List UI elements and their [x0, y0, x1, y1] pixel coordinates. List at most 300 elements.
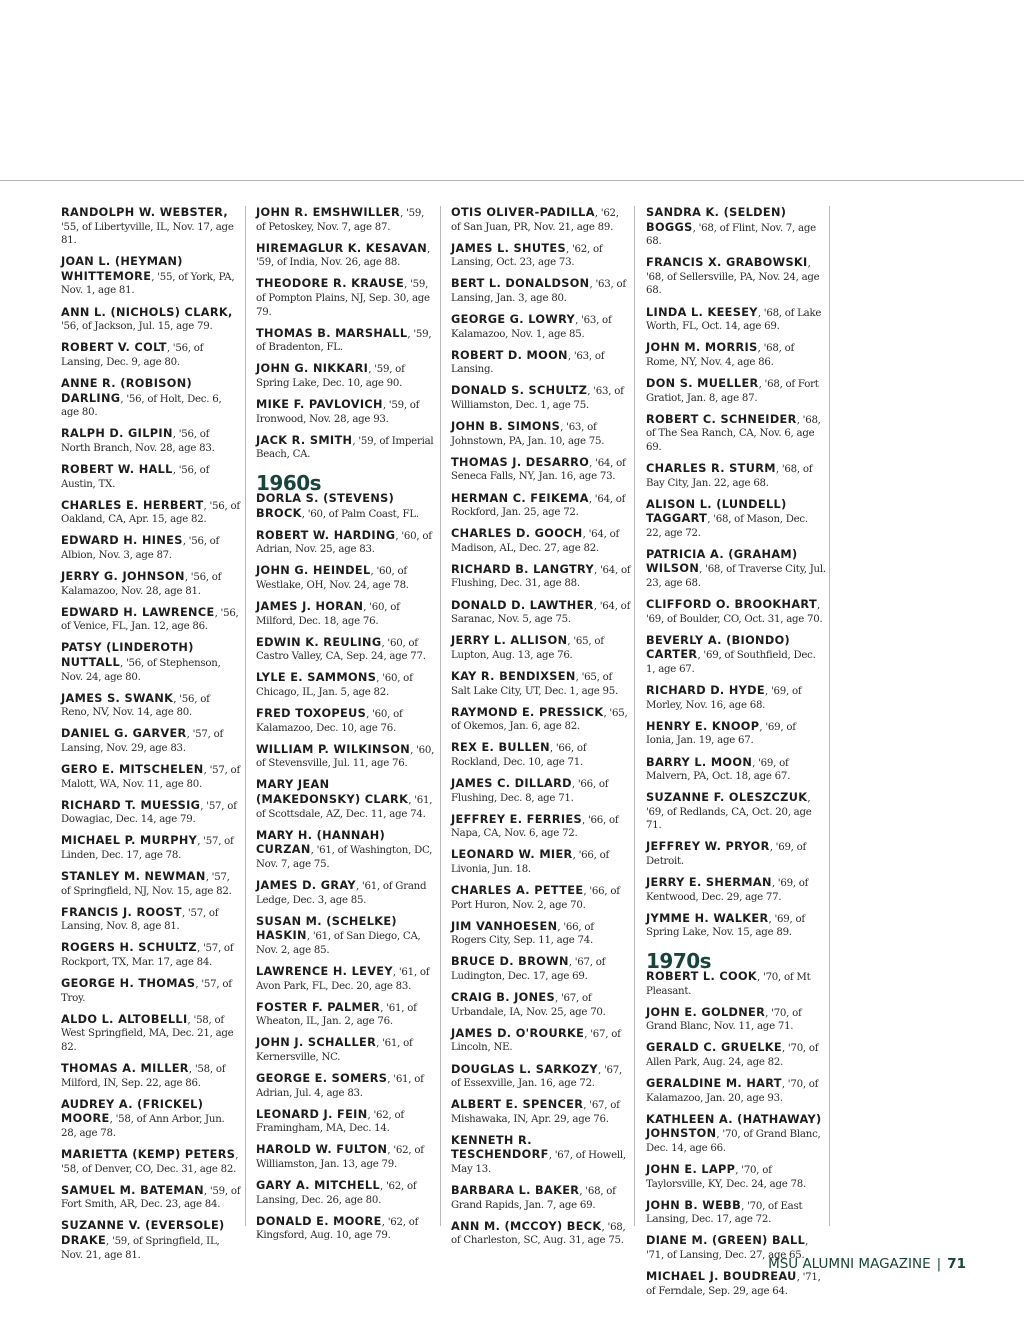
obituary-details: , '62, of Lansing, Dec. 26, age 80.: [256, 1181, 417, 1206]
column-divider: [634, 206, 635, 1226]
obituary-entry: [646, 548, 826, 591]
obituary-details: , '57, of Rockport, TX, Mar. 17, age 84.: [61, 943, 234, 969]
obituary-entry: [451, 563, 631, 591]
obituary-name: ALBERT E. SPENCER: [451, 1098, 584, 1112]
obituary-details: , '57, of Lansing, Nov. 29, age 83.: [61, 729, 223, 754]
obituary-entry: [451, 456, 631, 484]
obituary-entry: [646, 1270, 826, 1298]
obituary-details: , '68, of The Sea Ranch, CA, Nov. 6, age 69.: [646, 414, 821, 453]
obituary-name: GEORGE G. LOWRY: [451, 313, 576, 327]
obituary-name: SAMUEL M. BATEMAN: [61, 1183, 204, 1197]
obituary-name: THEODORE R. KRAUSE: [256, 277, 405, 291]
obituary-entry: [451, 1098, 631, 1126]
obituary-entry: [451, 420, 631, 448]
obituary-name: FRANCIS X. GRABOWSKI: [646, 256, 808, 270]
obituary-details: , '66, of Rogers City, Sep. 11, age 74.: [451, 921, 594, 947]
obituary-entry: [256, 600, 436, 628]
obituary-entry: [61, 606, 241, 634]
obituary-details: , '59, of Ironwood, Nov. 28, age 93.: [256, 400, 420, 425]
obituary-details: , '68, of Traverse City, Jul. 23, age 68.: [646, 564, 826, 590]
obituary-name: DONALD S. SCHULTZ: [451, 384, 588, 398]
obituary-details: '55, of Libertyville, IL, Nov. 17, age 81.: [61, 221, 234, 247]
top-divider: [0, 180, 1024, 181]
obituary-entry: [256, 206, 436, 234]
obituary-entry: [451, 349, 631, 377]
obituary-name: JAMES L. SHUTES: [451, 241, 566, 255]
page-number: 71: [947, 1256, 966, 1272]
obituary-name: FRED TOXOPEUS: [256, 707, 367, 721]
obituary-entry: [451, 1063, 631, 1091]
obituary-entry: [646, 462, 826, 490]
obituary-name: LYLE E. SAMMONS: [256, 671, 377, 685]
obituary-entry: [646, 341, 826, 369]
obituary-details: , '56, of Holt, Dec. 6, age 80.: [61, 393, 222, 419]
obituary-entry: [451, 706, 631, 734]
column-divider: [440, 206, 441, 1226]
obituary-details: , '64, of Madison, AL, Dec. 27, age 82.: [451, 529, 619, 554]
obituary-entry: [61, 377, 241, 420]
obituary-entry: [61, 641, 241, 684]
obituary-details: , '62, of San Juan, PR, Nov. 21, age 89.: [451, 208, 619, 233]
obituary-details: , '59, of Spring Lake, Dec. 10, age 90.: [256, 364, 405, 389]
obituary-entry: [256, 879, 436, 907]
obituary-entry: [451, 884, 631, 912]
obituary-entry: [256, 636, 436, 664]
obituary-name: FOSTER F. PALMER: [256, 1000, 381, 1014]
obituary-entry: [256, 707, 436, 735]
obituary-entry: [256, 778, 436, 821]
obituary-entry: [451, 1184, 631, 1212]
obituary-name: DOUGLAS L. SARKOZY: [451, 1062, 598, 1076]
obituary-entry: [256, 492, 436, 521]
obituary-details: , '68, of Rome, NY, Nov. 4, age 86.: [646, 343, 794, 368]
obituary-details: , '67, of Essexville, Jan. 16, age 72.: [451, 1064, 622, 1090]
obituary-details: , '70, of Grand Blanc, Nov. 11, age 71.: [646, 1007, 802, 1033]
obituary-entry: [451, 955, 631, 983]
obituary-entry: [646, 1077, 826, 1105]
obituary-entry: [646, 1113, 826, 1156]
obituary-details: , '67, of Urbandale, IA, Nov. 25, age 70.: [451, 993, 606, 1018]
obituary-details: , '67, of Lincoln, NE.: [451, 1028, 621, 1054]
obituary-name: ANN L. (NICHOLS) CLARK,: [61, 305, 233, 319]
obituary-entry: [61, 870, 241, 898]
obituary-entry: [256, 564, 436, 592]
obituary-name: EDWARD H. HINES: [61, 534, 183, 548]
obituary-name: RICHARD T. MUESSIG: [61, 798, 201, 812]
obituary-entry: [61, 1098, 241, 1141]
obituary-details: , '70, of Mt Pleasant.: [646, 972, 811, 997]
obituary-entry: [646, 1163, 826, 1191]
decade-heading: 1960s: [256, 470, 322, 495]
obituary-name: JAMES J. HORAN: [256, 599, 364, 613]
obituary-name: EDWARD H. LAWRENCE: [61, 605, 215, 619]
obituary-entry: [646, 756, 826, 784]
obituary-column-2: [256, 206, 436, 1250]
obituary-entry: [646, 634, 826, 677]
obituary-entry: [256, 1143, 436, 1171]
obituary-name: RICHARD D. HYDE: [646, 684, 765, 698]
obituary-details: , '57, of Troy.: [61, 979, 232, 1004]
obituary-name: LEONARD W. MIER: [451, 848, 573, 862]
obituary-details: , '56, of Austin, TX.: [61, 464, 210, 490]
obituary-name: JACK R. SMITH: [256, 433, 353, 447]
obituary-details: , '68, of Grand Rapids, Jan. 7, age 69.: [451, 1186, 616, 1211]
obituary-details: , '61, of San Diego, CA, Nov. 2, age 85.: [256, 931, 421, 956]
obituary-details: , '57, of Dowagiac, Dec. 14, age 79.: [61, 800, 237, 826]
obituary-name: ROBERT D. MOON: [451, 348, 568, 362]
obituary-name: THOMAS B. MARSHALL: [256, 326, 408, 340]
obituary-details: , '63, of Williamston, Dec. 1, age 75.: [451, 386, 624, 412]
obituary-name: ALDO L. ALTOBELLI: [61, 1012, 188, 1026]
obituary-entry: [646, 1006, 826, 1034]
obituary-name: ALISON L. (LUNDELL) TAGGART: [646, 497, 787, 526]
obituary-name: MARY H. (HANNAH) CURZAN: [256, 828, 386, 857]
obituary-details: , '59, of Pompton Plains, NJ, Sep. 30, age 79.: [256, 279, 430, 318]
obituary-entry: [451, 634, 631, 662]
obituary-details: , '59, of Petoskey, Nov. 7, age 87.: [256, 208, 425, 233]
obituary-details: , '59, of Bradenton, FL.: [256, 328, 432, 354]
obituary-details: , '63, of Kalamazoo, Nov. 1, age 85.: [451, 315, 612, 340]
obituary-details: , '58, of Milford, IN, Sep. 22, age 86.: [61, 1064, 226, 1089]
obituary-details: , '71, of Ferndale, Sep. 29, age 64.: [646, 1272, 821, 1297]
obituary-details: , '59, of Fort Smith, AR, Dec. 23, age 84.: [61, 1185, 241, 1211]
obituary-details: , '59, of Springfield, IL, Nov. 21, age 81.: [61, 1236, 220, 1261]
obituary-details: , '69, of Ionia, Jan. 19, age 67.: [646, 721, 796, 747]
obituary-entry: [256, 829, 436, 872]
obituary-entry: [646, 598, 826, 626]
obituary-entry: [451, 920, 631, 948]
obituary-name: JOAN L. (HEYMAN) WHITTEMORE: [61, 255, 183, 283]
obituary-name: GARY A. MITCHELL: [256, 1179, 380, 1193]
obituary-details: , '56, of Stephenson, Nov. 24, age 80.: [61, 657, 221, 683]
obituary-entry: [61, 834, 241, 862]
obituary-details: , '70, of Taylorsville, KY, Dec. 24, age 78.: [646, 1165, 806, 1190]
obituary-details: , '59, of India, Nov. 26, age 88.: [256, 243, 431, 269]
obituary-details: , '58, of Ann Arbor, Jun. 28, age 78.: [61, 1114, 225, 1139]
obituary-name: EDWIN K. REULING: [256, 635, 382, 649]
obituary-entry: [646, 912, 826, 940]
obituary-entry: [451, 1220, 631, 1248]
obituary-details: , '55, of York, PA, Nov. 1, age 81.: [61, 271, 235, 297]
obituary-entry: [451, 384, 631, 412]
obituary-entry: [256, 1036, 436, 1064]
obituary-name: KATHLEEN A. (HATHAWAY) JOHNSTON: [646, 1112, 822, 1141]
obituary-entry: [646, 306, 826, 334]
obituary-details: , '63, of Lansing.: [451, 350, 605, 376]
obituary-details: , '59, of Imperial Beach, CA.: [256, 435, 434, 461]
obituary-name: JAMES D. O'ROURKE: [451, 1026, 585, 1040]
obituary-entry: [646, 413, 826, 455]
obituary-entry: [256, 277, 436, 319]
obituary-name: DANIEL G. GARVER: [61, 727, 187, 741]
obituary-entry: [61, 941, 241, 969]
obituary-name: CHARLES R. STURM: [646, 461, 776, 475]
obituary-name: ANN M. (MCCOY) BECK: [451, 1219, 602, 1233]
obituary-entry: [61, 570, 241, 598]
obituary-details: , '68, of Bay City, Jan. 22, age 68.: [646, 463, 813, 489]
obituary-details: , '66, of Livonia, Jun. 18.: [451, 850, 609, 875]
obituary-name: KAY R. BENDIXSEN: [451, 669, 576, 683]
obituary-details: , '60, of Kalamazoo, Dec. 10, age 76.: [256, 709, 403, 734]
obituary-entry: [61, 799, 241, 827]
obituary-details: , '68, of Charleston, SC, Aug. 31, age 75.: [451, 1221, 626, 1247]
obituary-details: , '67, of Ludington, Dec. 17, age 69.: [451, 957, 606, 983]
obituary-name: OTIS OLIVER-PADILLA: [451, 206, 595, 219]
obituary-entry: [646, 720, 826, 748]
obituary-name: HIREMAGLUR K. KESAVAN: [256, 241, 428, 255]
obituary-entry: [646, 498, 826, 541]
obituary-name: THOMAS A. MILLER: [61, 1062, 189, 1076]
obituary-name: JAMES D. GRAY: [256, 878, 356, 892]
obituary-details: , '66, of Port Huron, Nov. 2, age 70.: [451, 886, 620, 911]
obituary-entry: [61, 341, 241, 369]
obituary-name: JOHN M. MORRIS: [646, 341, 758, 355]
obituary-entry: [61, 692, 241, 720]
obituary-name: CHARLES A. PETTEE: [451, 884, 584, 898]
obituary-entry: [451, 599, 631, 627]
obituary-entry: [61, 255, 241, 298]
obituary-name: JOHN B. WEBB: [646, 1198, 742, 1212]
obituary-entry: [256, 1072, 436, 1100]
obituary-name: DIANE M. (GREEN) BALL: [646, 1234, 806, 1248]
obituary-name: BEVERLY A. (BIONDO) CARTER: [646, 633, 791, 662]
obituary-name: SUZANNE F. OLESZCZUK: [646, 791, 808, 805]
obituary-name: DONALD E. MOORE: [256, 1214, 382, 1228]
obituary-entry: [451, 1027, 631, 1055]
obituary-details: , '70, of Allen Park, Aug. 24, age 82.: [646, 1043, 819, 1068]
page-footer: [768, 1256, 966, 1272]
obituary-entry: [61, 727, 241, 755]
obituary-details: , '64, of Rockford, Jan. 25, age 72.: [451, 493, 626, 519]
obituary-details: , '56, of Venice, FL, Jan. 12, age 86.: [61, 607, 239, 633]
obituary-details: , '58, of Denver, CO, Dec. 31, age 82.: [61, 1150, 239, 1175]
obituary-details: , '56, of Albion, Nov. 3, age 87.: [61, 536, 220, 561]
obituary-name: JERRY E. SHERMAN: [646, 876, 772, 890]
obituary-entry: [451, 741, 631, 769]
obituary-entry: [451, 1134, 631, 1177]
obituary-details: , '69, of Spring Lake, Nov. 15, age 89.: [646, 913, 805, 939]
obituary-details: , '68, of Sellersville, PA, Nov. 24, age 68.: [646, 258, 820, 297]
obituary-details: , '61, of Scottsdale, AZ, Dec. 11, age 74.: [256, 795, 433, 820]
obituary-name: GERALDINE M. HART: [646, 1077, 782, 1091]
obituary-details: , '57, of Linden, Dec. 17, age 78.: [61, 836, 234, 861]
obituary-name: RALPH D. GILPIN: [61, 427, 173, 441]
obituary-details: , '70, of East Lansing, Dec. 17, age 72.: [646, 1200, 803, 1226]
obituary-details: , '60, of Stevensville, Jul. 11, age 76.: [256, 744, 435, 770]
obituary-name: ROBERT V. COLT: [61, 341, 167, 355]
obituary-entry: [61, 427, 241, 455]
obituary-name: JEFFREY W. PRYOR: [646, 840, 770, 854]
obituary-entry: [256, 434, 436, 462]
obituary-name: JOHN J. SCHALLER: [256, 1036, 377, 1050]
obituary-details: , '69, of Southfield, Dec. 1, age 67.: [646, 650, 816, 676]
obituary-details: , '70, of Grand Blanc, Dec. 14, age 66.: [646, 1129, 821, 1154]
obituary-name: THOMAS J. DESARRO: [451, 455, 590, 469]
obituary-name: JOHN G. NIKKARI: [256, 362, 369, 376]
obituary-name: JOHN R. EMSHWILLER: [256, 206, 401, 219]
obituary-name: JAMES C. DILLARD: [451, 777, 572, 790]
obituary-details: , '63, of Johnstown, PA, Jan. 10, age 75.: [451, 422, 605, 447]
obituary-name: ROBERT L. COOK: [646, 970, 758, 984]
obituary-details: , '64, of Seneca Falls, NY, Jan. 16, age 73.: [451, 457, 626, 483]
obituary-details: , '64, of Flushing, Dec. 31, age 88.: [451, 564, 631, 590]
obituary-name: HAROLD W. FULTON: [256, 1143, 388, 1157]
obituary-name: JIM VANHOESEN: [451, 919, 558, 933]
obituary-name: PATRICIA A. (GRAHAM) WILSON: [646, 547, 798, 576]
obituary-name: WILLIAM P. WILKINSON: [256, 742, 411, 756]
obituary-details: , '60, of Adrian, Nov. 25, age 83.: [256, 530, 432, 556]
obituary-details: '56, of Jackson, Jul. 15, age 79.: [61, 321, 213, 333]
obituary-name: HERMAN C. FEIKEMA: [451, 491, 589, 505]
obituary-details: , '60, of Chicago, IL, Jan. 5, age 82.: [256, 673, 413, 698]
obituary-entry: [451, 242, 631, 270]
obituary-name: GEORGE E. SOMERS: [256, 1072, 388, 1085]
obituary-details: , '62, of Framingham, MA, Dec. 14.: [256, 1109, 404, 1135]
obituary-name: SUZANNE V. (EVERSOLE) DRAKE: [61, 1219, 225, 1248]
obituary-name: BARRY L. MOON: [646, 755, 753, 769]
obituary-entry: [451, 206, 631, 234]
obituary-name: GERALD C. GRUELKE: [646, 1041, 782, 1055]
obituary-entry: [646, 791, 826, 833]
obituary-details: , '68, of Lake Worth, FL, Oct. 14, age 69.: [646, 307, 822, 333]
obituary-name: GEORGE H. THOMAS: [61, 977, 196, 991]
obituary-details: , '61, of Washington, DC, Nov. 7, age 75.: [256, 845, 433, 870]
obituary-name: RAYMOND E. PRESSICK: [451, 705, 604, 719]
obituary-name: MIKE F. PAVLOVICH: [256, 398, 383, 412]
obituary-name: DONALD D. LAWTHER: [451, 598, 594, 612]
obituary-name: HENRY E. KNOOP: [646, 719, 760, 733]
obituary-entry: [256, 1001, 436, 1029]
obituary-entry: [61, 206, 241, 248]
footer-separator: |: [936, 1256, 942, 1272]
obituary-details: , '62, of Kingsford, Aug. 10, age 79.: [256, 1216, 419, 1242]
obituary-entry: [61, 306, 241, 334]
obituary-details: , '69, of Morley, Nov. 16, age 68.: [646, 686, 802, 711]
obituary-name: JOHN B. SIMONS: [451, 420, 561, 434]
decade-heading: 1970s: [646, 949, 712, 974]
obituary-details: , '63, of Lansing, Jan. 3, age 80.: [451, 279, 626, 304]
obituary-details: , '69, of Detroit.: [646, 842, 807, 868]
obituary-name: BERT L. DONALDSON: [451, 277, 590, 291]
obituary-details: , '56, of Kalamazoo, Nov. 28, age 81.: [61, 571, 222, 597]
obituary-entry: [61, 1184, 241, 1212]
obituary-name: PATSY (LINDEROTH) NUTTALL: [61, 641, 194, 669]
obituary-name: JEFFREY E. FERRIES: [451, 812, 583, 826]
obituary-details: , '57, of Springfield, NJ, Nov. 15, age 82.: [61, 872, 232, 897]
obituary-details: , '68, of Flint, Nov. 7, age 68.: [646, 222, 816, 248]
obituary-name: JYMME H. WALKER: [646, 911, 769, 925]
obituary-entry: [256, 1108, 436, 1136]
obituary-name: DORLA S. (STEVENS) BROCK: [256, 491, 395, 520]
obituary-details: , '56, of Oakland, CA, Apr. 15, age 82.: [61, 500, 240, 526]
obituary-name: AUDREY A. (FRICKEL) MOORE: [61, 1097, 204, 1126]
obituary-entry: [61, 1219, 241, 1262]
obituary-name: GERO E. MITSCHELEN: [61, 763, 204, 776]
obituary-entry: [646, 1199, 826, 1227]
obituary-details: , '65, of Okemos, Jan. 6, age 82.: [451, 707, 628, 733]
obituary-details: , '69, of Redlands, CA, Oct. 20, age 71.: [646, 793, 812, 832]
obituary-name: RANDOLPH W. WEBSTER,: [61, 206, 229, 219]
obituary-details: , '69, of Boulder, CO, Oct. 31, age 70.: [646, 600, 823, 625]
obituary-entry: [61, 463, 241, 491]
obituary-name: JERRY L. ALLISON: [451, 634, 568, 648]
obituary-name: JAMES S. SWANK: [61, 691, 174, 705]
obituary-entry: [646, 377, 826, 405]
obituary-name: CHARLES E. HERBERT: [61, 498, 204, 512]
obituary-name: KENNETH R. TESCHENDORF: [451, 1133, 549, 1162]
obituary-details: , '56, of Reno, NV, Nov. 14, age 80.: [61, 693, 210, 719]
obituary-name: LAWRENCE H. LEVEY: [256, 964, 393, 978]
obituary-name: JOHN E. GOLDNER: [646, 1005, 766, 1019]
obituary-details: , '56, of North Branch, Nov. 28, age 83.: [61, 429, 215, 454]
obituary-details: , '61, of Avon Park, FL, Dec. 20, age 83.: [256, 966, 430, 992]
obituary-entry: [61, 906, 241, 934]
obituary-details: , '60, of Milford, Dec. 18, age 76.: [256, 601, 400, 627]
obituary-entry: [451, 492, 631, 520]
obituary-name: SANDRA K. (SELDEN) BOGGS: [646, 206, 787, 234]
obituary-name: SUSAN M. (SCHELKE) HASKIN: [256, 914, 397, 943]
obituary-entry: [256, 671, 436, 699]
obituary-column-1: [61, 206, 241, 1270]
obituary-entry: [451, 313, 631, 341]
obituary-details: , '60, of Palm Coast, FL.: [301, 508, 419, 520]
obituary-name: MICHAEL J. BOUDREAU: [646, 1270, 797, 1284]
column-divider: [245, 206, 246, 1226]
obituary-name: CHARLES D. GOOCH: [451, 527, 583, 541]
obituary-entry: [61, 1013, 241, 1055]
obituary-details: , '66, of Napa, CA, Nov. 6, age 72.: [451, 814, 619, 840]
obituary-details: , '57, of Lansing, Nov. 8, age 81.: [61, 907, 219, 933]
obituary-details: , '66, of Flushing, Dec. 8, age 71.: [451, 779, 609, 804]
obituary-name: MARY JEAN (MAKEDONSKY) CLARK: [256, 778, 409, 806]
obituary-entry: [61, 1148, 241, 1176]
obituary-entry: [256, 743, 436, 771]
obituary-entry: [256, 398, 436, 426]
obituary-name: ROBERT W. HALL: [61, 462, 173, 476]
obituary-entry: [256, 1179, 436, 1207]
obituary-details: , '65, of Salt Lake City, UT, Dec. 1, age 95.: [451, 671, 618, 697]
obituary-entry: [646, 876, 826, 904]
obituary-name: BARBARA L. BAKER: [451, 1184, 580, 1198]
obituary-column-4: [646, 206, 826, 1306]
obituary-details: , '60, of Westlake, OH, Nov. 24, age 78.: [256, 566, 409, 591]
obituary-details: , '71, of Lansing, Dec. 27, age 65.: [646, 1236, 809, 1262]
obituary-entry: [256, 242, 436, 270]
column-divider: [829, 206, 830, 1226]
obituary-entry: [451, 527, 631, 555]
obituary-name: CLIFFORD O. BROOKHART: [646, 598, 818, 612]
obituary-name: RICHARD B. LANGTRY: [451, 562, 594, 576]
obituary-entry: [451, 277, 631, 305]
obituary-entry: [646, 256, 826, 298]
obituary-entry: [646, 1041, 826, 1069]
obituary-details: , '70, of Kalamazoo, Jan. 20, age 93.: [646, 1079, 819, 1104]
obituary-entry: [256, 327, 436, 355]
obituary-details: , '61, of Kernersville, NC.: [256, 1038, 413, 1063]
obituary-entry: [256, 915, 436, 958]
obituary-entry: [451, 991, 631, 1019]
obituary-details: , '56, of Lansing, Dec. 9, age 80.: [61, 343, 204, 368]
obituary-entry: [451, 848, 631, 876]
obituary-entry: [646, 206, 826, 249]
obituary-details: , '62, of Lansing, Oct. 23, age 73.: [451, 243, 603, 269]
obituary-details: , '65, of Lupton, Aug. 13, age 76.: [451, 636, 604, 661]
obituary-entry: [451, 777, 631, 805]
obituary-details: , '66, of Rockland, Dec. 10, age 71.: [451, 743, 587, 768]
obituary-entry: [451, 670, 631, 698]
obituary-name: REX E. BULLEN: [451, 741, 550, 755]
obituary-details: , '68, of Fort Gratiot, Jan. 8, age 87.: [646, 378, 819, 404]
